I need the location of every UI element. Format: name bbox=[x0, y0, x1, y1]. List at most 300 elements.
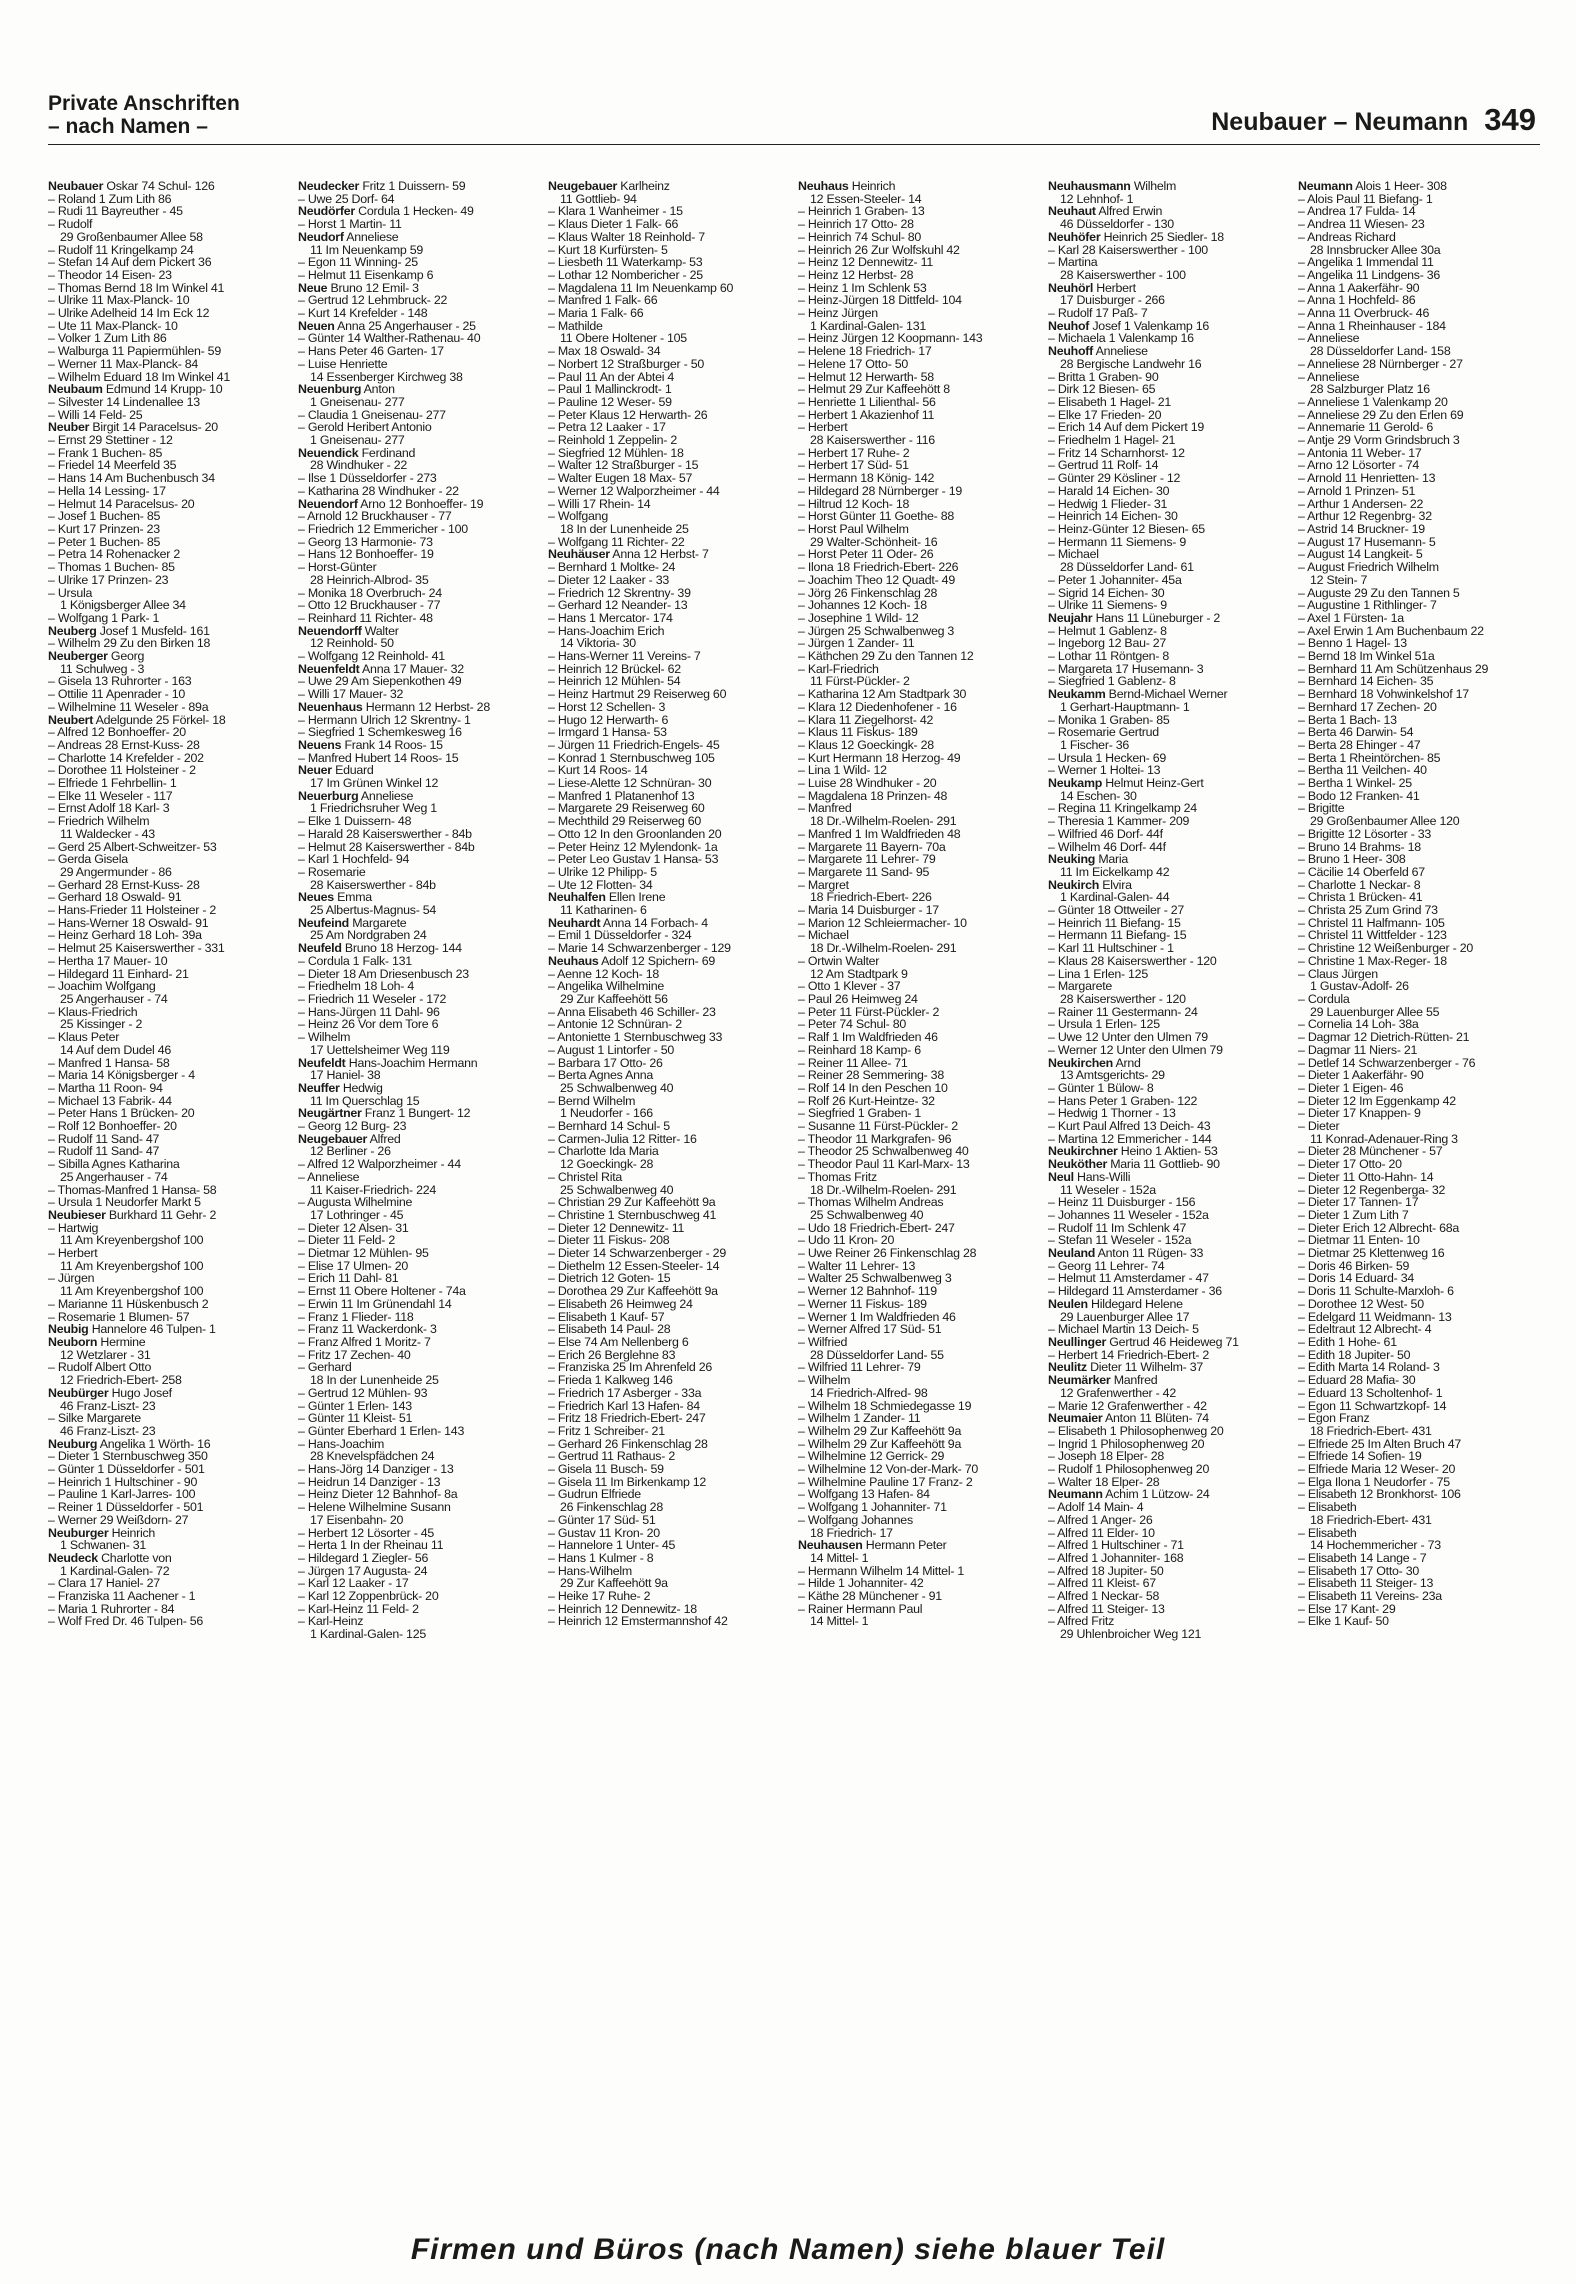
person-entry: – Andreas 28 Ernst-Kuss- 28 bbox=[48, 739, 294, 752]
person-entry: – Elfriede Maria 12 Weser- 20 bbox=[1298, 1463, 1544, 1476]
person-entry: – Helmut 1 Gablenz- 8 bbox=[1048, 625, 1294, 638]
person-entry: – Marie 12 Grafenwerther - 42 bbox=[1048, 1400, 1294, 1413]
person-entry: – Rosemarie 1 Blumen- 57 bbox=[48, 1311, 294, 1324]
person-entry: – Brigitte bbox=[1298, 802, 1544, 815]
person-entry: – Ursula 1 Erlen- 125 bbox=[1048, 1018, 1294, 1031]
person-entry: – Hans Peter 1 Graben- 122 bbox=[1048, 1095, 1294, 1108]
person-entry: – Eduard 13 Scholtenhof- 1 bbox=[1298, 1387, 1544, 1400]
surname: Neuffer bbox=[298, 1080, 340, 1095]
person-entry: – Magdalena 18 Prinzen- 48 bbox=[798, 790, 1044, 803]
entry-text: Burkhard 11 Gehr- 2 bbox=[105, 1207, 217, 1222]
surname: Neubaum bbox=[48, 382, 103, 397]
person-entry: – Dorothea 29 Zur Kaffeehött 9a bbox=[548, 1285, 794, 1298]
person-entry: – Joseph 18 Elper- 28 bbox=[1048, 1450, 1294, 1463]
person-entry: – Elise 17 Ulmen- 20 bbox=[298, 1260, 544, 1273]
entry-text: Anna 12 Herbst- 7 bbox=[609, 547, 709, 562]
person-entry: – Theodor 14 Eisen- 23 bbox=[48, 269, 294, 282]
person-entry: – Hedwig 1 Thorner - 13 bbox=[1048, 1107, 1294, 1120]
address-continuation: 18 Dr.-Wilhelm-Roelen- 291 bbox=[810, 941, 957, 956]
person-entry: – Dieter 28 Münchener - 57 bbox=[1298, 1145, 1544, 1158]
person-entry: – Dieter 17 Otto- 20 bbox=[1298, 1158, 1544, 1171]
person-entry: – Wilhelm bbox=[798, 1374, 1044, 1387]
person-entry: – Gerhard 18 Oswald- 91 bbox=[48, 891, 294, 904]
person-entry: – Heinz Gerhard 18 Loh- 39a bbox=[48, 929, 294, 942]
person-entry: – Hartwig bbox=[48, 1222, 294, 1235]
person-entry: – Rudolf 11 Kringelkamp 24 bbox=[48, 244, 294, 257]
person-entry: – Bernhard 18 Vohwinkelshof 17 bbox=[1298, 688, 1544, 701]
person-entry: – Manfred 1 Falk- 66 bbox=[548, 294, 794, 307]
person-entry: – Herbert 17 Süd- 51 bbox=[798, 459, 1044, 472]
entry-text: Angelika 1 Wörth- 16 bbox=[97, 1436, 211, 1451]
person-entry: – Diethelm 12 Essen-Steeler- 14 bbox=[548, 1260, 794, 1273]
surname-entry bbox=[48, 1336, 294, 1349]
surname: Neulitz bbox=[1048, 1360, 1087, 1375]
surname: Neudorf bbox=[298, 229, 344, 244]
address-continuation: 11 Schulweg - 3 bbox=[60, 661, 145, 676]
column-2 bbox=[298, 180, 544, 2205]
surname: Neuhöfer bbox=[1048, 229, 1101, 244]
person-entry: – Gisela 11 Im Birkenkamp 12 bbox=[548, 1476, 794, 1489]
entry-text: Arnd bbox=[1112, 1055, 1141, 1070]
person-entry: – Michael bbox=[798, 929, 1044, 942]
address-continuation: 11 Im Querschlag 15 bbox=[310, 1093, 420, 1108]
person-entry: – Karl-Friedrich bbox=[798, 663, 1044, 676]
person-entry: – Dagmar 12 Dietrich-Rütten- 21 bbox=[1298, 1031, 1544, 1044]
entry-text: Hans-Willi bbox=[1073, 1169, 1131, 1184]
person-entry: – Andreas Richard bbox=[1298, 231, 1544, 244]
person-entry: – Lina 1 Wild- 12 bbox=[798, 764, 1044, 777]
address-continuation: 18 Friedrich-Ebert- 431 bbox=[1310, 1512, 1432, 1527]
person-entry: – Dietmar 25 Klettenweg 16 bbox=[1298, 1247, 1544, 1260]
person-entry: – Hermann Ulrich 12 Skrentny- 1 bbox=[298, 714, 544, 727]
person-entry: – Hans 14 Am Buchenbusch 34 bbox=[48, 472, 294, 485]
directory-columns bbox=[48, 180, 1548, 2205]
person-entry: – Else 74 Am Nellenberg 6 bbox=[548, 1336, 794, 1349]
entry-text: Josef 1 Valenkamp 16 bbox=[1089, 318, 1210, 333]
address-continuation: 28 Düsseldorfer Land- 61 bbox=[1060, 560, 1194, 575]
person-entry: – Friedhelm 1 Hagel- 21 bbox=[1048, 434, 1294, 447]
person-entry: – Günter 14 Walther-Rathenau- 40 bbox=[298, 332, 544, 345]
address-continuation: 11 Am Kreyenbergshof 100 bbox=[60, 1258, 204, 1273]
person-entry: – Anna Elisabeth 46 Schiller- 23 bbox=[548, 1006, 794, 1019]
surname: Neuking bbox=[1048, 852, 1096, 867]
entry-text: Anton 11 Blüten- 74 bbox=[1102, 1411, 1209, 1426]
entry-text: Hermine bbox=[97, 1334, 146, 1349]
person-entry: – Rudolf Albert Otto bbox=[48, 1361, 294, 1374]
person-entry: – Rolf 14 In den Peschen 10 bbox=[798, 1082, 1044, 1095]
address-continuation: 28 Bergische Landwehr 16 bbox=[1060, 356, 1202, 371]
person-entry: – Hedwig 1 Flieder- 31 bbox=[1048, 498, 1294, 511]
person-entry: – Charlotte 14 Krefelder - 202 bbox=[48, 752, 294, 765]
surname: Neubauer bbox=[48, 180, 104, 193]
person-entry: – Thomas Wilhelm Andreas bbox=[798, 1196, 1044, 1209]
person-entry: – Katharina 28 Windhuker - 22 bbox=[298, 485, 544, 498]
entry-text: Alois 1 Heer- 308 bbox=[1352, 180, 1447, 193]
person-entry: – Ute 11 Max-Planck- 10 bbox=[48, 320, 294, 333]
surname-entry bbox=[1048, 1171, 1294, 1184]
person-entry: – Herbert 1 Akazienhof 11 bbox=[798, 409, 1044, 422]
person-entry: – Christa 25 Zum Grind 73 bbox=[1298, 904, 1544, 917]
person-entry: – Dorothee 12 West- 50 bbox=[1298, 1298, 1544, 1311]
address-continuation: 28 Düsseldorfer Land- 55 bbox=[810, 1347, 944, 1362]
entry-text: Herbert bbox=[1093, 280, 1136, 295]
surname: Neumann bbox=[1048, 1487, 1103, 1502]
person-entry: – Axel 1 Fürsten- 1a bbox=[1298, 612, 1544, 625]
person-entry: – Erwin 11 Im Grünendahl 14 bbox=[298, 1298, 544, 1311]
person-entry: – Heinrich 12 Dennewitz- 18 bbox=[548, 1603, 794, 1616]
person-entry: – Dieter 11 Otto-Hahn- 14 bbox=[1298, 1171, 1544, 1184]
person-entry: – Heinz 1 Im Schlenk 53 bbox=[798, 282, 1044, 295]
address-continuation: 29 Zur Kaffeehött 56 bbox=[560, 992, 668, 1006]
person-entry: – Werner 1 Holtei- 13 bbox=[1048, 764, 1294, 777]
person-entry: – Arthur 12 Regenbrg- 32 bbox=[1298, 510, 1544, 523]
entry-text: Franz 1 Bungert- 12 bbox=[361, 1106, 471, 1121]
person-entry: – Uwe 25 Dorf- 64 bbox=[298, 193, 544, 206]
person-entry: – Egon 11 Winning- 25 bbox=[298, 256, 544, 269]
person-entry: – Pauline 1 Karl-Jarres- 100 bbox=[48, 1488, 294, 1501]
person-entry: – Bernhard 14 Eichen- 35 bbox=[1298, 675, 1544, 688]
entry-text: Achim 1 Lützow- 24 bbox=[1102, 1487, 1210, 1502]
person-entry: – Margret bbox=[798, 879, 1044, 892]
person-entry: – Friedrich 12 Skrentny- 39 bbox=[548, 587, 794, 600]
person-entry: – Klara 1 Wanheimer - 15 bbox=[548, 205, 794, 218]
person-entry: – Franz Alfred 1 Moritz- 7 bbox=[298, 1336, 544, 1349]
person-entry: – Hertha 17 Mauer- 10 bbox=[48, 955, 294, 968]
person-entry: – Günter 1 Düsseldorfer - 501 bbox=[48, 1463, 294, 1476]
person-entry: – Gudrun Elfriede bbox=[548, 1488, 794, 1501]
person-entry: – Willi 14 Feld- 25 bbox=[48, 409, 294, 422]
person-entry: – Karl 11 Hultschiner - 1 bbox=[1048, 942, 1294, 955]
entry-text: Hermann Peter bbox=[862, 1538, 947, 1553]
person-entry: – Gerhard bbox=[298, 1361, 544, 1374]
address-continuation: 28 Kaiserswerther - 100 bbox=[1060, 267, 1186, 282]
address-continuation: 46 Franz-Liszt- 23 bbox=[60, 1423, 156, 1438]
person-entry: – Hans-Frieder 11 Holsteiner - 2 bbox=[48, 904, 294, 917]
person-entry: – Hildegard 11 Amsterdamer - 36 bbox=[1048, 1285, 1294, 1298]
person-entry: – Elisabeth 1 Hagel- 21 bbox=[1048, 396, 1294, 409]
person-entry: – Bernhard 17 Zechen- 20 bbox=[1298, 701, 1544, 714]
person-entry: – Wilfried bbox=[798, 1336, 1044, 1349]
person-entry: – Bernhard 1 Moltke- 24 bbox=[548, 561, 794, 574]
person-entry: – Kurt 17 Prinzen- 23 bbox=[48, 523, 294, 536]
person-entry: – Heinz 26 Vor dem Tore 6 bbox=[298, 1018, 544, 1031]
person-entry: – Pauline 12 Weser- 59 bbox=[548, 396, 794, 409]
person-entry: – Wolfgang 13 Hafen- 84 bbox=[798, 1488, 1044, 1501]
person-entry: – Anneliese bbox=[298, 1171, 544, 1184]
person-entry: – Bertha 11 Veilchen- 40 bbox=[1298, 764, 1544, 777]
person-entry: – Helmut 11 Amsterdamer - 47 bbox=[1048, 1272, 1294, 1285]
address-continuation: 1 Gneisenau- 277 bbox=[310, 433, 405, 448]
person-entry: – Heinrich 74 Schul- 80 bbox=[798, 231, 1044, 244]
entry-text: Charlotte von bbox=[97, 1550, 172, 1565]
person-entry: – Wolfgang 12 Reinhold- 41 bbox=[298, 650, 544, 663]
surname: Neuberger bbox=[48, 649, 108, 664]
person-entry: – Petra 12 Laaker - 17 bbox=[548, 421, 794, 434]
person-entry: – Bernd 18 Im Winkel 51a bbox=[1298, 650, 1544, 663]
person-entry: – Michaela 1 Valenkamp 16 bbox=[1048, 332, 1294, 345]
person-entry: – Heinrich 1 Hultschiner - 90 bbox=[48, 1476, 294, 1489]
person-entry: – Helene 18 Friedrich- 17 bbox=[798, 345, 1044, 358]
person-entry: – Gertrud 12 Mühlen- 93 bbox=[298, 1387, 544, 1400]
person-entry: – Ottilie 11 Apenrader - 10 bbox=[48, 688, 294, 701]
entry-text: Adelgunde 25 Förkel- 18 bbox=[93, 712, 226, 727]
address-continuation: 12 Grafenwerther - 42 bbox=[1060, 1385, 1176, 1400]
footer-note: Firmen und Büros (nach Namen) siehe blauer Teil bbox=[410, 2233, 1166, 2266]
person-entry: – Theresia 1 Kammer- 209 bbox=[1048, 815, 1294, 828]
address-continuation: 17 Im Grünen Winkel 12 bbox=[310, 776, 439, 791]
address-continuation: 12 Goeckingk- 28 bbox=[560, 1157, 654, 1172]
entry-text: Hugo Josef bbox=[108, 1385, 172, 1400]
surname-entry bbox=[548, 955, 794, 968]
surname: Neuburg bbox=[48, 1436, 98, 1451]
person-entry: – Alfred 1 Neckar- 58 bbox=[1048, 1590, 1294, 1603]
surname-entry bbox=[1048, 345, 1294, 358]
column-6 bbox=[1298, 180, 1544, 2205]
person-entry: – Dieter bbox=[1298, 1120, 1544, 1133]
surname: Neuenhaus bbox=[298, 699, 363, 714]
person-entry: – Rainer 11 Gestermann- 24 bbox=[1048, 1006, 1294, 1019]
person-entry: – Reiner 11 Allee- 71 bbox=[798, 1057, 1044, 1070]
person-entry: – Norbert 12 Straßburger - 50 bbox=[548, 358, 794, 371]
person-entry: – Magdalena 11 Im Neuenkamp 60 bbox=[548, 282, 794, 295]
person-entry: – Hans-Werner 18 Oswald- 91 bbox=[48, 917, 294, 930]
entry-text: Oskar 74 Schul- 126 bbox=[103, 180, 215, 193]
person-entry: – Peter Klaus 12 Herwarth- 26 bbox=[548, 409, 794, 422]
person-entry: – Heinrich 1 Graben- 13 bbox=[798, 205, 1044, 218]
address-continuation: 1 Königsberger Allee 34 bbox=[60, 598, 186, 613]
person-entry: – Volker 1 Zum Lith 86 bbox=[48, 332, 294, 345]
person-entry: – Maria 14 Königsberger - 4 bbox=[48, 1069, 294, 1082]
person-entry: – Helmut 25 Kaiserswerther - 331 bbox=[48, 942, 294, 955]
surname: Neukirch bbox=[1048, 877, 1100, 892]
person-entry: – Doris 11 Schulte-Marxloh- 6 bbox=[1298, 1285, 1544, 1298]
person-entry: – Heinrich 11 Biefang- 15 bbox=[1048, 917, 1294, 930]
person-entry: – Hannelore 1 Unter- 45 bbox=[548, 1539, 794, 1552]
person-entry: – Elke 1 Kauf- 50 bbox=[1298, 1615, 1544, 1628]
person-entry: – Paul 11 An der Abtei 4 bbox=[548, 371, 794, 384]
entry-text: Fritz 1 Duissern- 59 bbox=[359, 180, 466, 193]
person-entry: – Wilhelmine 11 Weseler - 89a bbox=[48, 701, 294, 714]
person-entry: – Günter 18 Ottweiler - 27 bbox=[1048, 904, 1294, 917]
person-entry: – Adolf 14 Main- 4 bbox=[1048, 1501, 1294, 1514]
person-entry: – Hans 1 Kulmer - 8 bbox=[548, 1552, 794, 1565]
person-entry: – Franziska 11 Aachener - 1 bbox=[48, 1590, 294, 1603]
surname-entry bbox=[298, 1082, 544, 1095]
person-entry: – Friedrich 17 Asberger - 33a bbox=[548, 1387, 794, 1400]
surname: Neuendick bbox=[298, 445, 359, 460]
address-continuation: 25 Schwalbenweg 40 bbox=[810, 1207, 924, 1222]
person-entry: – Heinz 11 Duisburger - 156 bbox=[1048, 1196, 1294, 1209]
person-entry: – Werner 11 Max-Planck- 84 bbox=[48, 358, 294, 371]
person-entry: – Klaus Dieter 1 Falk- 66 bbox=[548, 218, 794, 231]
entry-text: Hedwig bbox=[339, 1080, 383, 1095]
person-entry: – Anna 1 Hochfeld- 86 bbox=[1298, 294, 1544, 307]
person-entry: – Otto 12 Bruckhauser - 77 bbox=[298, 599, 544, 612]
person-entry: – Anna 1 Rheinhauser - 184 bbox=[1298, 320, 1544, 333]
surname-entry bbox=[1048, 180, 1294, 193]
address-continuation: 26 Finkenschlag 28 bbox=[560, 1500, 663, 1515]
person-entry: – Hugo 12 Herwarth- 6 bbox=[548, 714, 794, 727]
person-entry: – Horst Peter 11 Oder- 26 bbox=[798, 548, 1044, 561]
person-entry: – August 1 Lintorfer - 50 bbox=[548, 1044, 794, 1057]
surname-entry bbox=[798, 180, 1044, 193]
address-continuation: 25 Schwalbenweg 40 bbox=[560, 1182, 674, 1197]
person-entry: – Maria 1 Ruhrorter - 84 bbox=[48, 1603, 294, 1616]
person-entry: – Margareta 17 Husemann- 3 bbox=[1048, 663, 1294, 676]
person-entry: – Monika 1 Graben- 85 bbox=[1048, 714, 1294, 727]
surname: Neuberg bbox=[48, 623, 97, 638]
surname: Neugebauer bbox=[548, 180, 618, 193]
person-entry: – Elisabeth 1 Kauf- 57 bbox=[548, 1311, 794, 1324]
person-entry: – Gerhard 26 Finkenschlag 28 bbox=[548, 1438, 794, 1451]
person-entry: – Bruno 1 Heer- 308 bbox=[1298, 853, 1544, 866]
person-entry: – Wilhelm 18 Schmiedegasse 19 bbox=[798, 1400, 1044, 1413]
person-entry: – Arno 12 Lösorter - 74 bbox=[1298, 459, 1544, 472]
person-entry: – Manfred 1 Im Waldfrieden 48 bbox=[798, 828, 1044, 841]
person-entry: – Dieter 11 Fiskus- 208 bbox=[548, 1234, 794, 1247]
person-entry: – Rudolf 11 Im Schlenk 47 bbox=[1048, 1222, 1294, 1235]
person-entry: – Alfred 18 Jupiter- 50 bbox=[1048, 1565, 1294, 1578]
entry-text: Anneliese bbox=[1093, 344, 1148, 359]
person-entry: – Gertrud 12 Lehmbruck- 22 bbox=[298, 294, 544, 307]
person-entry: – Gertrud 11 Rolf- 14 bbox=[1048, 459, 1294, 472]
address-continuation: 11 Am Kreyenbergshof 100 bbox=[60, 1233, 204, 1248]
surname: Neufeldt bbox=[298, 1055, 346, 1070]
person-entry: – Herta 1 In der Rheinau 11 bbox=[298, 1539, 544, 1552]
person-entry: – Elisabeth bbox=[1298, 1527, 1544, 1540]
person-entry: – Lina 1 Erlen- 125 bbox=[1048, 968, 1294, 981]
address-continuation: 18 In der Lunenheide 25 bbox=[310, 1373, 439, 1388]
person-entry: – Peter 1 Johanniter- 45a bbox=[1048, 574, 1294, 587]
person-entry: – Wilhelm Eduard 18 Im Winkel 41 bbox=[48, 371, 294, 384]
person-entry: – Ortwin Walter bbox=[798, 955, 1044, 968]
person-entry: – Peter 74 Schul- 80 bbox=[798, 1018, 1044, 1031]
person-entry: – Hermann 11 Biefang- 15 bbox=[1048, 929, 1294, 942]
person-entry: – Arnold 12 Bruckhauser - 77 bbox=[298, 510, 544, 523]
address-continuation: 14 Mittel- 1 bbox=[810, 1550, 869, 1565]
entry-text: Maria bbox=[1095, 852, 1129, 867]
person-entry: – Edith 18 Jupiter- 50 bbox=[1298, 1349, 1544, 1362]
person-entry: – Gerhard 28 Ernst-Kuss- 28 bbox=[48, 879, 294, 892]
person-entry: – Berta Agnes Anna bbox=[548, 1069, 794, 1082]
person-entry: – Joachim Wolfgang bbox=[48, 980, 294, 993]
person-entry: – Reinhard 18 Kamp- 6 bbox=[798, 1044, 1044, 1057]
person-entry: – Helene 17 Otto- 50 bbox=[798, 358, 1044, 371]
person-entry: – Walter 18 Elper- 28 bbox=[1048, 1476, 1294, 1489]
address-continuation: 28 Knevelspfädchen 24 bbox=[310, 1449, 435, 1464]
person-entry: – Michael bbox=[1048, 548, 1294, 561]
address-continuation: 12 Berliner - 26 bbox=[310, 1144, 391, 1159]
person-entry: – Elke 1 Duissern- 48 bbox=[298, 815, 544, 828]
person-entry: – Elfriede 25 Im Alten Bruch 47 bbox=[1298, 1438, 1544, 1451]
person-entry: – Wolfgang 1 Johanniter- 71 bbox=[798, 1501, 1044, 1514]
person-entry: – Monika 18 Overbruch- 24 bbox=[298, 587, 544, 600]
person-entry: – Hella 14 Lessing- 17 bbox=[48, 485, 294, 498]
person-entry: – Rosemarie bbox=[298, 866, 544, 879]
person-entry: – Alois Paul 11 Biefang- 1 bbox=[1298, 193, 1544, 206]
person-entry: – Alfred 1 Hultschiner - 71 bbox=[1048, 1539, 1294, 1552]
entry-text: Ellen Irene bbox=[605, 890, 666, 905]
person-entry: – Alfred 1 Johanniter- 168 bbox=[1048, 1552, 1294, 1565]
surname-entry bbox=[298, 942, 544, 955]
person-entry: – Wilfried 46 Dorf- 44f bbox=[1048, 828, 1294, 841]
person-entry: – Erich 14 Auf dem Pickert 19 bbox=[1048, 421, 1294, 434]
person-entry: – Martina 12 Emmericher - 144 bbox=[1048, 1133, 1294, 1146]
address-continuation: 18 In der Lunenheide 25 bbox=[560, 521, 689, 536]
person-entry: – Günter 11 Kleist- 51 bbox=[298, 1412, 544, 1425]
person-entry: – Wilhelm bbox=[298, 1031, 544, 1044]
person-entry: – Aenne 12 Koch- 18 bbox=[548, 968, 794, 981]
person-entry: – Heinrich 12 Brückel- 62 bbox=[548, 663, 794, 676]
person-entry: – Wolfgang 1 Park- 1 bbox=[48, 612, 294, 625]
surname: Neubig bbox=[48, 1322, 89, 1337]
person-entry: – Charlotte Ida Maria bbox=[548, 1145, 794, 1158]
person-entry: – Lothar 12 Nombericher - 25 bbox=[548, 269, 794, 282]
person-entry: – Günter 29 Kösliner - 12 bbox=[1048, 472, 1294, 485]
person-entry: – Udo 18 Friedrich-Ebert- 247 bbox=[798, 1222, 1044, 1235]
person-entry: – Klaus 28 Kaiserswerther - 120 bbox=[1048, 955, 1294, 968]
entry-text: Heinrich bbox=[848, 180, 896, 193]
person-entry: – Christine 1 Sternbuschweg 41 bbox=[548, 1209, 794, 1222]
surname-entry bbox=[48, 1387, 294, 1400]
person-entry: – Berta 28 Ehinger - 47 bbox=[1298, 739, 1544, 752]
person-entry: – Egon Franz bbox=[1298, 1412, 1544, 1425]
person-entry: – Jörg 26 Finkenschlag 28 bbox=[798, 587, 1044, 600]
person-entry: – Heinrich 12 Mühlen- 54 bbox=[548, 675, 794, 688]
entry-text: Arno 12 Bonhoeffer- 19 bbox=[357, 496, 484, 511]
surname-entry bbox=[298, 231, 544, 244]
address-continuation: 46 Düsseldorfer - 130 bbox=[1060, 217, 1174, 232]
entry-text: Hermann 12 Herbst- 28 bbox=[362, 699, 490, 714]
surname: Neugärtner bbox=[298, 1106, 362, 1121]
person-entry: – Antoniette 1 Sternbuschweg 33 bbox=[548, 1031, 794, 1044]
person-entry: – Doris 14 Eduard- 34 bbox=[1298, 1272, 1544, 1285]
person-entry: – Friedrich 11 Weseler - 172 bbox=[298, 993, 544, 1006]
address-continuation: 12 Wetzlarer - 31 bbox=[60, 1347, 151, 1362]
address-continuation: 46 Franz-Liszt- 23 bbox=[60, 1398, 156, 1413]
person-entry: – Josephine 1 Wild- 12 bbox=[798, 612, 1044, 625]
address-continuation: 11 Im Eickelkamp 42 bbox=[1060, 864, 1170, 879]
person-entry: – Dietrich 12 Goten- 15 bbox=[548, 1272, 794, 1285]
entry-text: Ferdinand bbox=[358, 445, 416, 460]
person-entry: – Dieter 12 Im Eggenkamp 42 bbox=[1298, 1095, 1544, 1108]
person-entry: – Reinhold 1 Zeppelin- 2 bbox=[548, 434, 794, 447]
person-entry: – Berta 46 Darwin- 54 bbox=[1298, 726, 1544, 739]
entry-text: Karlheinz bbox=[617, 180, 670, 193]
address-continuation: 25 Am Nordgraben 24 bbox=[310, 928, 427, 943]
person-entry: – Heinz-Günter 12 Biesen- 65 bbox=[1048, 523, 1294, 536]
surname-entry bbox=[548, 180, 794, 193]
person-entry: – Mathilde bbox=[548, 320, 794, 333]
person-entry: – Gerd 25 Albert-Schweitzer- 53 bbox=[48, 841, 294, 854]
person-entry: – Siegfried 1 Schemkesweg 16 bbox=[298, 726, 544, 739]
person-entry: – Hans-Jörg 14 Danziger - 13 bbox=[298, 1463, 544, 1476]
surname: Neumärker bbox=[1048, 1373, 1111, 1388]
person-entry: – Walter Eugen 18 Max- 57 bbox=[548, 472, 794, 485]
person-entry: – Elisabeth 1 Philosophenweg 20 bbox=[1048, 1425, 1294, 1438]
person-entry: – Reiner 28 Semmering- 38 bbox=[798, 1069, 1044, 1082]
surname: Neul bbox=[1048, 1169, 1074, 1184]
person-entry: – Elke 11 Weseler - 117 bbox=[48, 790, 294, 803]
person-entry: – Roland 1 Zum Lith 86 bbox=[48, 193, 294, 206]
person-entry: – Petra 14 Rohenacker 2 bbox=[48, 548, 294, 561]
surname-entry bbox=[1048, 1247, 1294, 1260]
person-entry: – Dieter 12 Laaker - 33 bbox=[548, 574, 794, 587]
person-entry: – Uwe 29 Am Siepenkothen 49 bbox=[298, 675, 544, 688]
person-entry: – Gisela 11 Busch- 59 bbox=[548, 1463, 794, 1476]
person-entry: – Klaus Walter 18 Reinhold- 7 bbox=[548, 231, 794, 244]
person-entry: – Ernst 11 Obere Holtener - 74a bbox=[298, 1285, 544, 1298]
